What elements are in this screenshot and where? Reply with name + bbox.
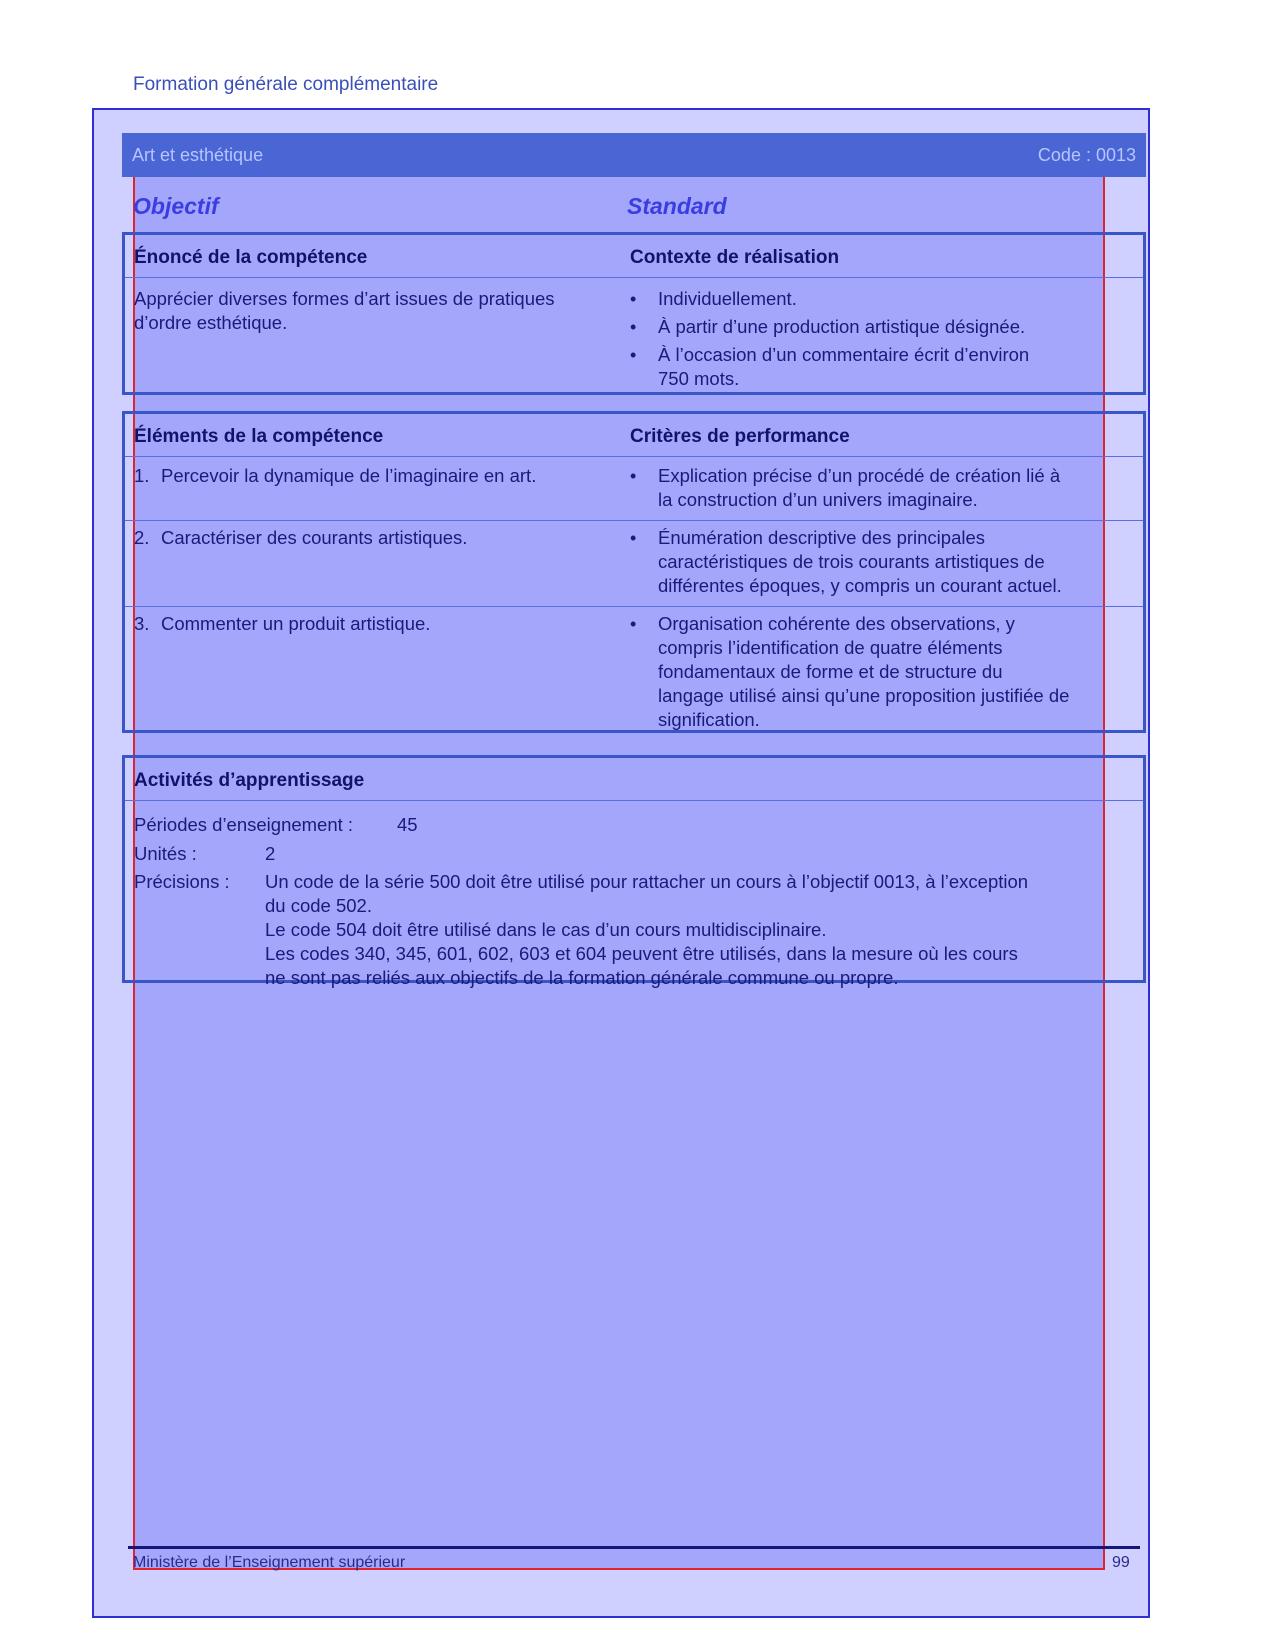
page-number: 99 bbox=[1112, 1554, 1130, 1571]
bullet-icon: • bbox=[630, 466, 637, 486]
statement-line: d’ordre esthétique. bbox=[134, 312, 288, 333]
precisions-text bbox=[265, 870, 1028, 990]
activities-heading: Activités d’apprentissage bbox=[134, 770, 365, 791]
context-item bbox=[658, 343, 1029, 391]
activities-section bbox=[122, 755, 1146, 988]
criteria-line: Organisation cohérente des observations, y bbox=[658, 613, 1015, 634]
criteria-text bbox=[658, 612, 1069, 732]
bullet-icon: • bbox=[630, 528, 637, 548]
precision-line: Les codes 340, 345, 601, 602, 603 et 604 peuvent être utilisés, dans la mesure où les cours bbox=[265, 943, 1018, 964]
bullet-icon: • bbox=[630, 614, 637, 634]
elements-section-header bbox=[125, 414, 1143, 457]
context-item: Individuellement. bbox=[658, 288, 797, 309]
context-heading: Contexte de réalisation bbox=[630, 247, 840, 268]
precisions-label: Précisions : bbox=[134, 871, 230, 892]
running-title: Formation générale complémentaire bbox=[133, 74, 439, 95]
bullet-icon: • bbox=[630, 317, 637, 337]
precision-line: ne sont pas reliés aux objectifs de la formation générale commune ou propre. bbox=[265, 967, 899, 988]
footer-ministry: Ministère de l’Enseignement supérieur bbox=[133, 1554, 406, 1571]
criteria-line: Explication précise d’un procédé de création lié à bbox=[658, 465, 1061, 486]
context-line: À l’occasion d’un commentaire écrit d’environ bbox=[658, 344, 1030, 365]
element-text: Percevoir la dynamique de l’imaginaire en art. bbox=[161, 465, 537, 486]
periods-label: Périodes d’enseignement : bbox=[134, 814, 354, 835]
bullet-icon: • bbox=[630, 345, 637, 365]
context-line: 750 mots. bbox=[658, 368, 740, 389]
banner-domain: Art et esthétique bbox=[132, 145, 264, 165]
context-item: À partir d’une production artistique désignée. bbox=[658, 316, 1026, 337]
criteria-line: Énumération descriptive des principales bbox=[658, 527, 986, 548]
criteria-text bbox=[658, 464, 1060, 512]
row-divider bbox=[125, 606, 1143, 607]
criteria-heading: Critères de performance bbox=[630, 426, 850, 447]
criteria-line: signification. bbox=[658, 709, 760, 730]
competence-statement bbox=[134, 287, 555, 335]
row-divider bbox=[125, 520, 1143, 521]
precision-line: du code 502. bbox=[265, 895, 372, 916]
criteria-line: compris l’identification de quatre éléments bbox=[658, 637, 1003, 658]
criteria-line: fondamentaux de forme et de structure du bbox=[658, 661, 1003, 682]
elements-heading: Éléments de la compétence bbox=[134, 426, 384, 447]
precision-line: Le code 504 doit être utilisé dans le cas d’un cours multidisciplinaire. bbox=[265, 919, 827, 940]
competence-banner bbox=[122, 133, 1146, 177]
element-text: Commenter un produit artistique. bbox=[161, 613, 431, 634]
units-value: 2 bbox=[265, 843, 276, 864]
criteria-line: la construction d’un univers imaginaire. bbox=[658, 489, 978, 510]
statement-heading: Énoncé de la compétence bbox=[134, 247, 368, 268]
banner-code: Code : 0013 bbox=[1037, 145, 1136, 165]
periods-value: 45 bbox=[397, 814, 418, 835]
units-label: Unités : bbox=[134, 843, 197, 864]
elements-section bbox=[122, 411, 1146, 733]
objective-heading: Objectif bbox=[133, 193, 219, 219]
criteria-line: langage utilisé ainsi qu’une proposition justifiée de bbox=[658, 685, 1070, 706]
activities-section-header bbox=[125, 758, 1143, 801]
statement-line: Apprécier diverses formes d’art issues de pratiques bbox=[134, 288, 555, 309]
criteria-line: différentes époques, y compris un courant actuel. bbox=[658, 575, 1062, 596]
standard-heading: Standard bbox=[627, 193, 727, 219]
competence-section-header bbox=[125, 235, 1143, 278]
bullet-icon: • bbox=[630, 289, 637, 309]
element-text: Caractériser des courants artistiques. bbox=[161, 527, 468, 548]
element-number: 3. bbox=[134, 613, 150, 634]
criteria-text bbox=[658, 526, 1062, 598]
competence-section bbox=[122, 232, 1146, 395]
footer-rule bbox=[128, 1546, 1140, 1549]
criteria-line: caractéristiques de trois courants artistiques de bbox=[658, 551, 1045, 572]
precision-line: Un code de la série 500 doit être utilisé pour rattacher un cours à l’objectif 0013, à l’exception bbox=[265, 871, 1029, 892]
element-number: 1. bbox=[134, 465, 150, 486]
element-number: 2. bbox=[134, 527, 150, 548]
